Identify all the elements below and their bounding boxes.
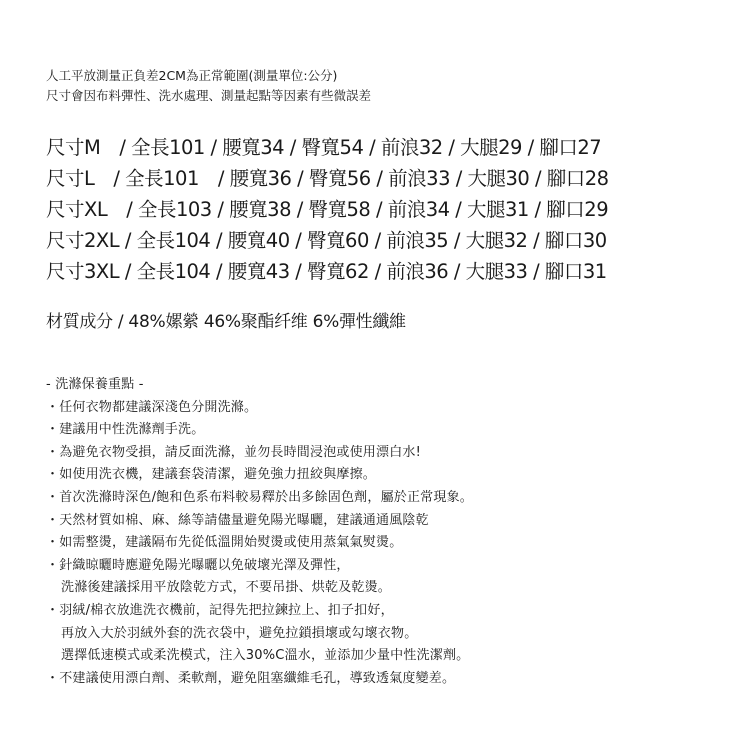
size-row-m: 尺寸M / 全長101 / 腰寬34 / 臀寬54 / 前浪32 / 大腿29 / 腳口27	[46, 136, 602, 159]
size-row-xl: 尺寸XL / 全長103 / 腰寬38 / 臀寬58 / 前浪34 / 大腿31 / 腳口29	[46, 198, 609, 221]
care-line: ・不建議使用漂白劑、柔軟劑，避免阻塞纖維毛孔，導致透氣度變差。	[46, 670, 456, 686]
size-row-l: 尺寸L / 全長101 / 腰寬36 / 臀寬56 / 前浪33 / 大腿30 / 腳口28	[46, 167, 609, 190]
size-table	[46, 132, 609, 287]
size-row-2xl: 尺寸2XL / 全長104 / 腰寬40 / 臀寬60 / 前浪35 / 大腿32 / 腳口30	[46, 229, 607, 252]
measurement-disclaimer: 尺寸會因布料彈性、洗水處理、測量起點等因素有些微誤差	[46, 88, 372, 103]
care-line: ・為避免衣物受損，請反面洗滌，並勿長時間浸泡或使用漂白水!	[46, 444, 422, 460]
care-line-continued: 選擇低速模式或柔洗模式，注入30%C溫水，並添加少量中性洗潔劑。	[61, 648, 470, 664]
care-line: ・羽絨/棉衣放進洗衣機前，記得先把拉鍊拉上、扣子扣好，	[46, 602, 394, 618]
material-composition: 材質成分 / 48%嫘縈 46%聚酯纤维 6%彈性纖維	[46, 312, 406, 332]
care-instructions	[46, 374, 473, 690]
care-line-continued: 再放入大於羽絨外套的洗衣袋中，避免拉鎖損壞或勾壞衣物。	[61, 625, 418, 641]
size-row-3xl: 尺寸3XL / 全長104 / 腰寬43 / 臀寬62 / 前浪36 / 大腿33 / 腳口31	[46, 260, 607, 283]
care-line: ・如使用洗衣機，建議套袋清潔，避免強力扭絞與摩擦。	[46, 467, 377, 483]
care-line: ・針織晾曬時應避免陽光曝曬以免破壞光澤及彈性，	[46, 557, 350, 573]
care-line: ・首次洗滌時深色/飽和色系布料較易釋於出多餘固色劑，屬於正常現象。	[46, 489, 473, 505]
measurement-note: 人工平放測量正負差2CM為正常範圍(測量單位:公分)	[46, 68, 338, 83]
care-line: ・任何衣物都建議深淺色分開洗滌。	[46, 399, 258, 415]
care-title: - 洗滌保養重點 -	[46, 377, 144, 392]
care-line: ・天然材質如棉、麻、絲等請儘量避免陽光曝曬，建議通通風陰乾	[46, 512, 429, 528]
care-line: ・如需整燙，建議隔布先從低溫開始熨燙或使用蒸氣氣熨燙。	[46, 535, 403, 551]
care-line-continued: 洗滌後建議採用平放陰乾方式，不要吊掛、烘乾及乾燙。	[61, 580, 392, 596]
care-line: ・建議用中性洗滌劑手洗。	[46, 422, 205, 438]
